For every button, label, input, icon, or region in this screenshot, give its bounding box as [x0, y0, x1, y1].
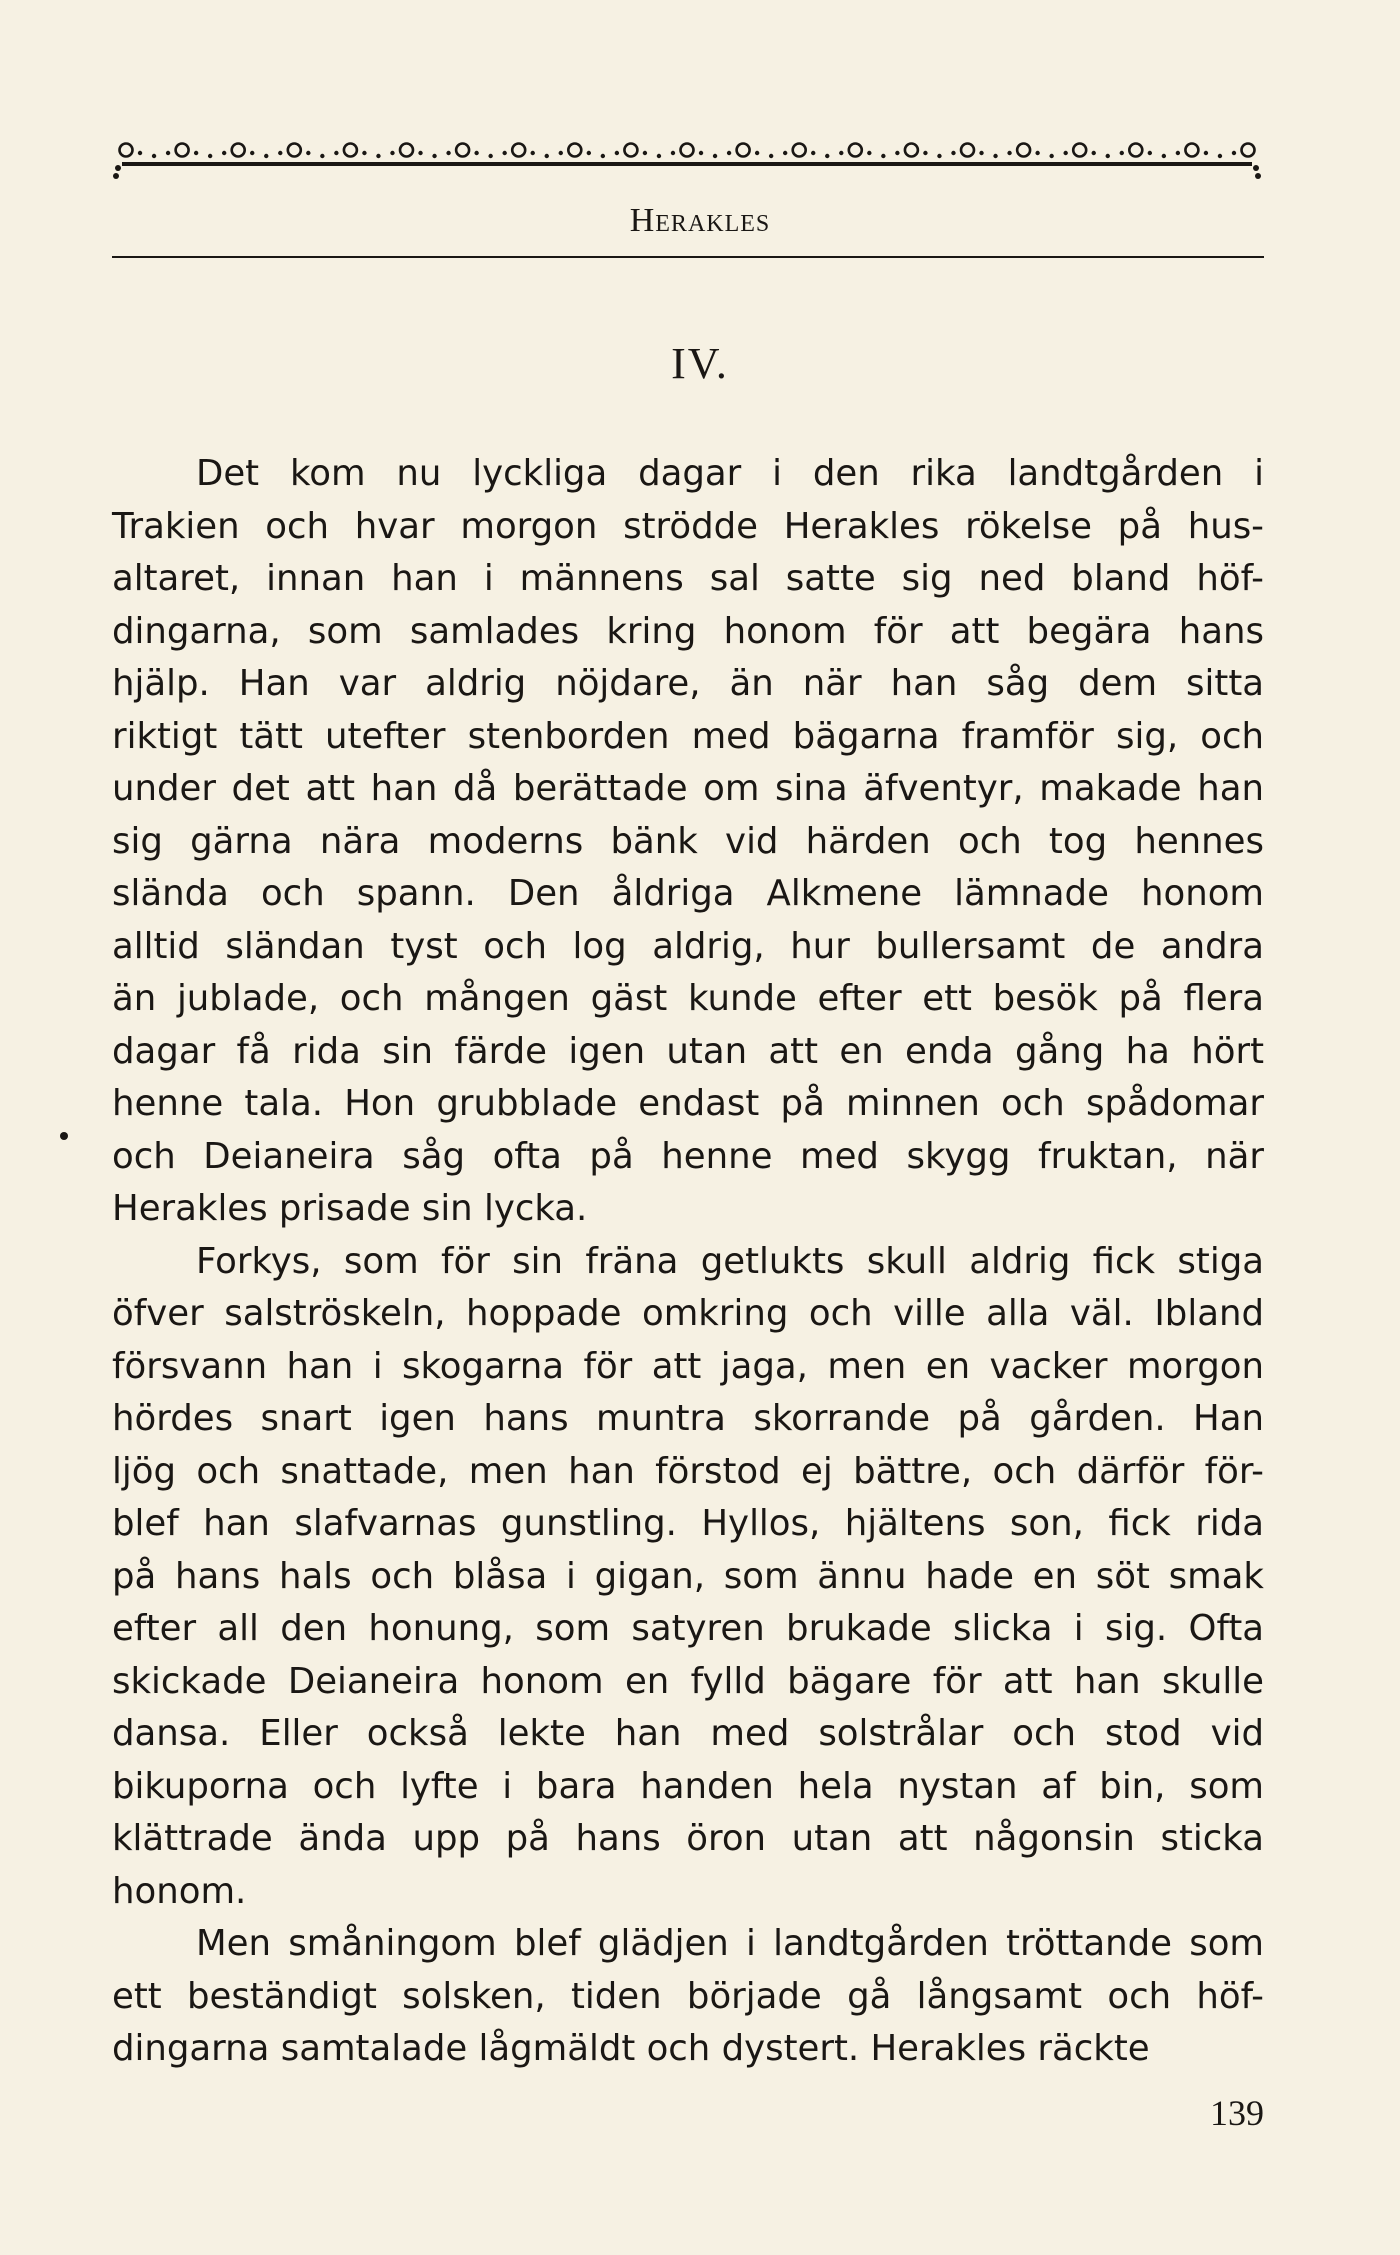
- text-line: ett beständigt solsken, tiden började gå långsamt och höf-: [112, 1975, 1264, 2017]
- text-line: Det kom nu lyckliga dagar i den rika landtgården i: [196, 453, 1264, 494]
- running-head: Herakles: [629, 202, 771, 239]
- text-line: riktigt tätt utefter stenborden med bägarna framför sig, och: [112, 715, 1264, 757]
- text-line: Men småningom blef glädjen i landtgården tröttande som: [196, 1923, 1264, 1964]
- text-line: ljög och snattade, men han förstod ej bättre, och därför för-: [112, 1450, 1264, 1492]
- text-line: Herakles prisade sin lycka.: [112, 1188, 588, 1229]
- text-line: öfver salströskeln, hoppade omkring och ville alla väl. Ibland: [112, 1293, 1264, 1334]
- text-line: skickade Deianeira honom en fylld bägare för att han skulle: [112, 1660, 1264, 1702]
- text-line: hjälp. Han var aldrig nöjdare, än när han såg dem sitta: [112, 663, 1264, 704]
- text-line: dingarna, som samlades kring honom för att begära hans: [112, 610, 1264, 652]
- text-line: sig gärna nära moderns bänk vid härden och tog hennes: [112, 820, 1264, 862]
- text-line: altaret, innan han i männens sal satte sig ned bland höf-: [112, 558, 1264, 599]
- text-line: Trakien och hvar morgon strödde Herakles rökelse på hus-: [112, 505, 1264, 547]
- text-line: under det att han då berättade om sina äfventyr, makade han: [112, 768, 1264, 809]
- text-line: efter all den honung, som satyren brukade slicka i sig. Ofta: [112, 1608, 1264, 1649]
- paragraph: [112, 1236, 1264, 1919]
- text-line: på hans hals och blåsa i gigan, som ännu hade en söt smak: [112, 1555, 1264, 1597]
- text-line: än jublade, och mången gäst kunde efter ett besök på flera: [112, 978, 1264, 1019]
- paragraph: [112, 448, 1264, 1236]
- text-line: Forkys, som för sin fräna getlukts skull aldrig fick stiga: [196, 1240, 1264, 1282]
- text-line: henne tala. Hon grubblade endast på minnen och spådomar: [112, 1083, 1264, 1124]
- page-number: 139: [1210, 2093, 1264, 2133]
- body-text: [112, 448, 1264, 2076]
- text-line: honom.: [112, 1870, 247, 1912]
- text-line: dagar få rida sin färde igen utan att en enda gång ha hört: [112, 1030, 1264, 1072]
- text-line: dansa. Eller också lekte han med solstrålar och stod vid: [112, 1713, 1264, 1754]
- text-line: alltid sländan tyst och log aldrig, hur bullersamt de andra: [112, 925, 1264, 967]
- header-rule: [112, 256, 1264, 258]
- chapter-heading: IV.: [671, 339, 729, 388]
- paragraph: [112, 1918, 1264, 2076]
- text-line: försvann han i skogarna för att jaga, men en vacker morgon: [112, 1345, 1264, 1387]
- text-line: slända och spann. Den åldriga Alkmene lämnade honom: [112, 873, 1264, 914]
- text-line: blef han slafvarnas gunstling. Hyllos, hjältens son, fick rida: [112, 1503, 1264, 1544]
- text-line: och Deianeira såg ofta på henne med skygg fruktan, när: [112, 1135, 1264, 1177]
- text-line: klättrade ända upp på hans öron utan att någonsin sticka: [112, 1818, 1264, 1859]
- margin-mark: [60, 1132, 68, 1140]
- dotted-chain-ornament-icon: [112, 122, 1262, 182]
- text-line: bikuporna och lyfte i bara handen hela nystan af bin, som: [112, 1765, 1264, 1807]
- text-line: dingarna samtalade lågmäldt och dystert. Herakles räckte: [112, 2028, 1150, 2069]
- text-line: hördes snart igen hans muntra skorrande på gården. Han: [112, 1398, 1264, 1439]
